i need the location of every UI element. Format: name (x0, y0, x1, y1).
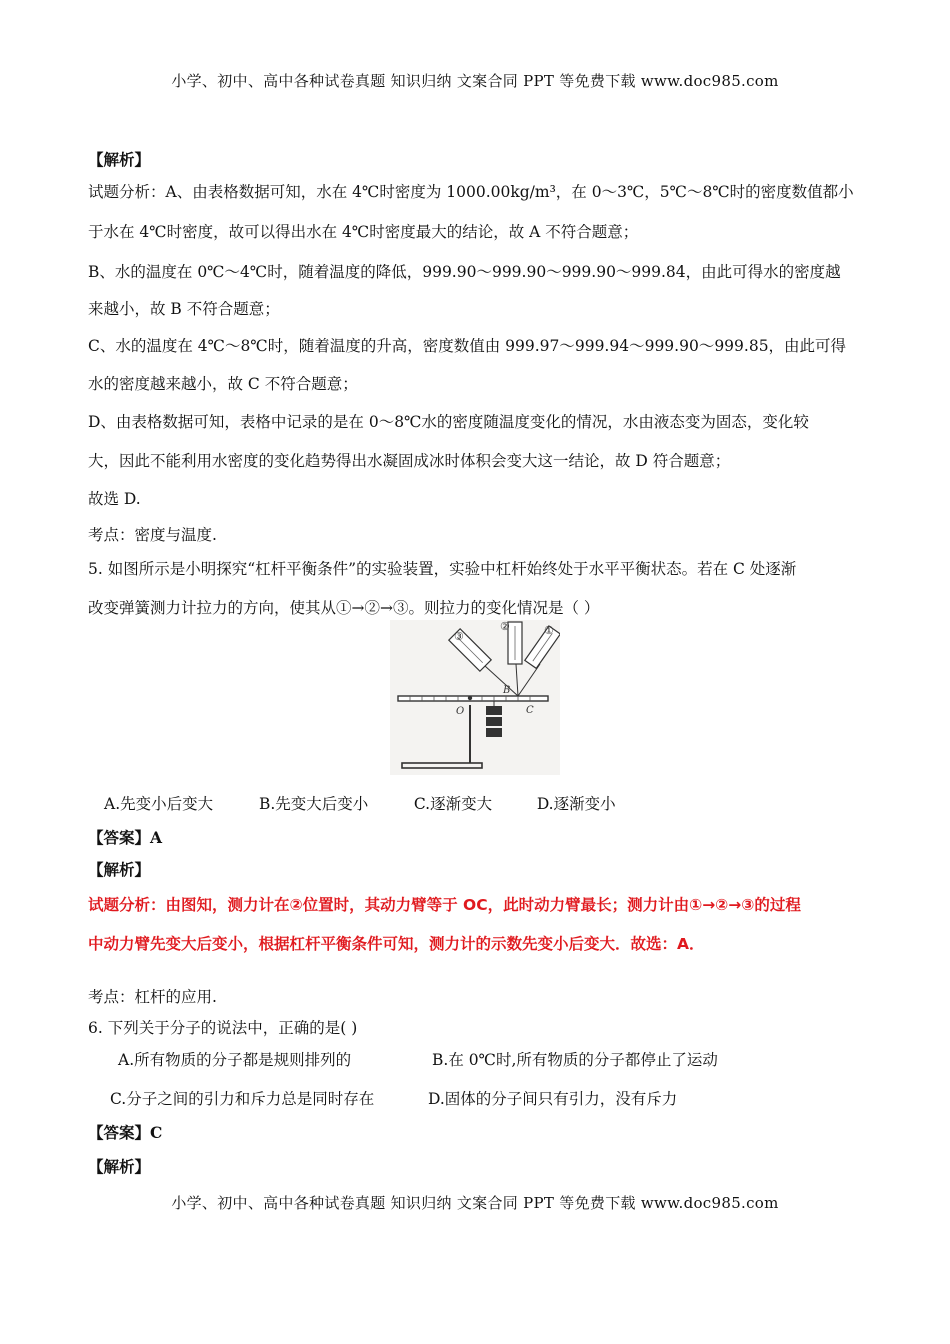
q6-option-c: C.分子之间的引力和斥力总是同时存在 (110, 1090, 375, 1108)
q5-analysis-red: 中动力臂先变大后变小，根据杠杆平衡条件可知，测力计的示数先变小后变大．故选：A． (88, 935, 705, 953)
q6-analysis-label: 【解析】 (88, 1157, 151, 1176)
direction-label-2: ② (500, 620, 510, 633)
direction-label-1: ① (544, 624, 554, 637)
q4-line: 于水在 4℃时密度，故可以得出水在 4℃时密度最大的结论，故 A 不符合题意； (88, 223, 639, 241)
q6-option-a: A.所有物质的分子都是规则排列的 (118, 1051, 352, 1069)
q4-line: D、由表格数据可知，表格中记录的是在 0～8℃水的密度随温度变化的情况，水由液态变为固态，变化较 (88, 413, 809, 431)
point-label-c: C (526, 705, 534, 716)
q6-option-d: D.固体的分子间只有引力，没有斥力 (428, 1090, 678, 1108)
q4-kaodian: 考点：密度与温度. (88, 526, 217, 544)
q5-stem: 改变弹簧测力计拉力的方向，使其从①→②→③。则拉力的变化情况是（ ） (88, 599, 600, 617)
q5-stem: 5. 如图所示是小明探究“杠杆平衡条件”的实验装置，实验中杠杆始终处于水平平衡状态。若在 C 处逐渐 (88, 560, 797, 578)
q4-line: 试题分析：A、由表格数据可知，水在 4℃时密度为 1000.00kg/m³，在 0～3℃，5℃～8℃时的密度数值都小 (88, 183, 854, 201)
point-label-b: B (503, 685, 511, 696)
q6-stem: 6. 下列关于分子的说法中，正确的是( ) (88, 1019, 358, 1037)
pivot-label-o: O (456, 706, 465, 717)
q5-analysis-label: 【解析】 (88, 860, 151, 879)
q5-options (104, 792, 616, 814)
q4-analysis-label: 【解析】 (88, 150, 151, 169)
direction-label-3: ③ (454, 630, 464, 643)
q5-analysis-red: 试题分析：由图知，测力计在②位置时，其动力臂等于 OC，此时动力臂最长；测力计由①→②→③的过程 (88, 896, 801, 914)
q5-option-c: C.逐渐变大 (413, 795, 493, 813)
q4-line: C、水的温度在 4℃～8℃时，随着温度的升高，密度数值由 999.97～999.94～999.90～999.85，由此可得 (88, 337, 847, 355)
q5-option-a: A.先变小后变大 (104, 795, 214, 813)
lever-figure (390, 620, 560, 775)
q6-answer: 【答案】C (88, 1123, 163, 1142)
q4-line: B、水的温度在 0℃～4℃时，随着温度的降低，999.90～999.90～999.90～999.84，由此可得水的密度越 (88, 263, 841, 281)
q5-option-b: B.先变大后变小 (258, 795, 369, 813)
q5-option-d: D.逐渐变小 (536, 795, 616, 813)
page-header: 小学、初中、高中各种试卷真题 知识归纳 文案合同 PPT 等免费下载 www.doc985.com (171, 72, 779, 90)
q6-option-b: B.在 0℃时,所有物质的分子都停止了运动 (432, 1051, 718, 1069)
q4-line: 大，因此不能利用水密度的变化趋势得出水凝固成冰时体积会变大这一结论，故 D 符合题意； (88, 452, 731, 470)
q4-line: 故选 D. (88, 490, 141, 508)
q5-answer: 【答案】A (88, 828, 163, 847)
q5-kaodian: 考点：杠杆的应用. (88, 988, 217, 1006)
page-footer: 小学、初中、高中各种试卷真题 知识归纳 文案合同 PPT 等免费下载 www.doc985.com (171, 1194, 779, 1212)
q4-line: 来越小，故 B 不符合题意； (88, 300, 280, 318)
q4-line: 水的密度越来越小，故 C 不符合题意； (88, 375, 358, 393)
